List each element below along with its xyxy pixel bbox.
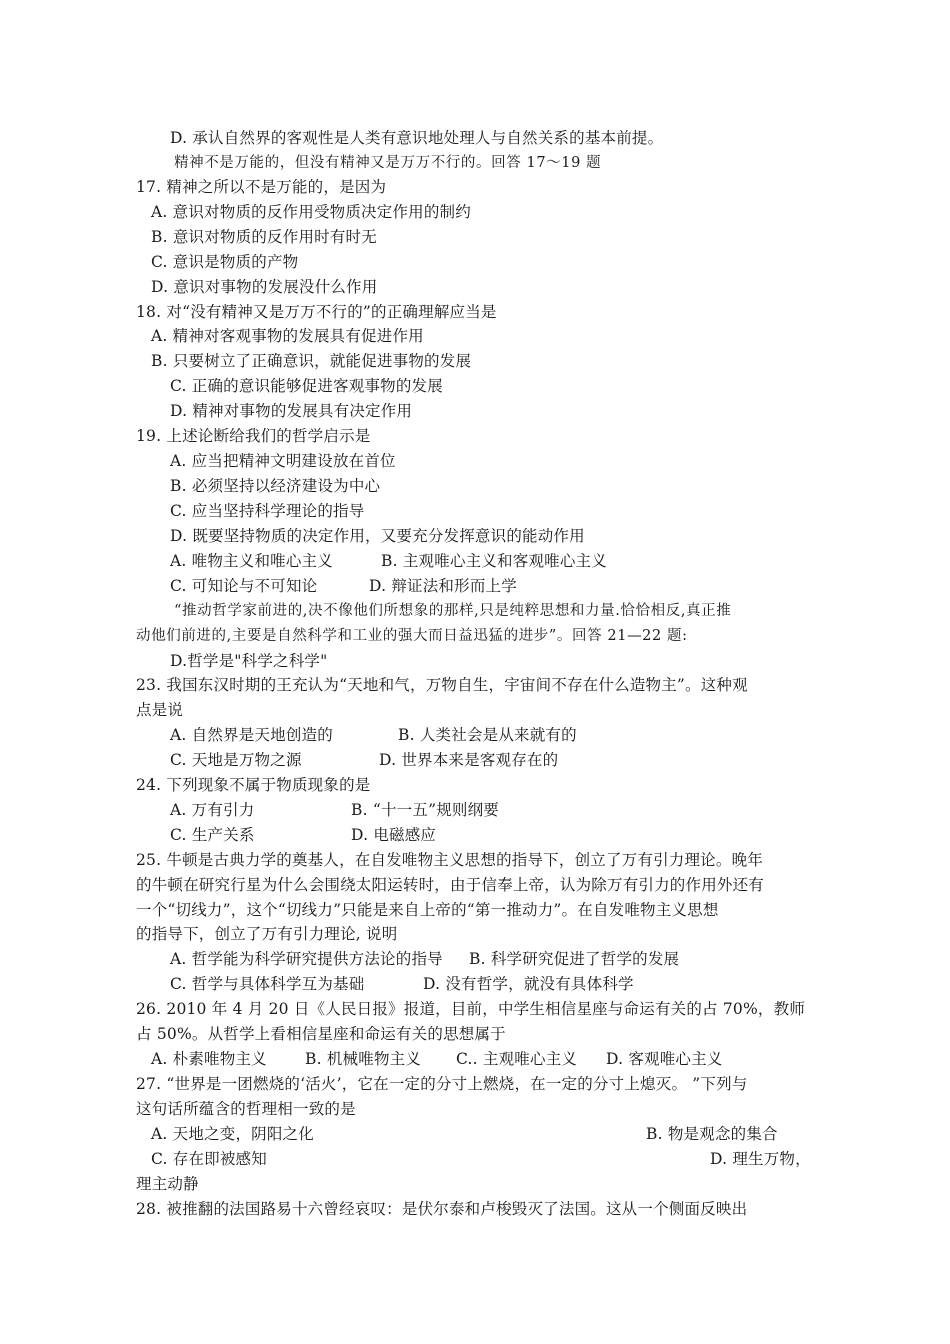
- option-19b: B. 必须坚持以经济建设为中心: [170, 477, 381, 495]
- option-20b: B. 主观唯心主义和客观唯心主义: [381, 552, 607, 570]
- option-25c: C. 哲学与具体科学互为基础: [170, 975, 365, 993]
- option-24d: D. 电磁感应: [351, 826, 437, 844]
- option-23b: B. 人类社会是从来就有的: [398, 726, 577, 744]
- option-20a: A. 唯物主义和唯心主义: [170, 552, 333, 570]
- option-23c: C. 天地是万物之源: [170, 751, 302, 769]
- option-27c: C. 存在即被感知: [151, 1150, 267, 1168]
- question-25-line4: 的指导下，创立了万有引力理论, 说明: [136, 925, 398, 943]
- question-26-line1: 26. 2010 年 4 月 20 日《人民日报》报道，目前，中学生相信星座与命运有关的占 70%，教师: [136, 1000, 806, 1018]
- option-27b: B. 物是观念的集合: [646, 1125, 778, 1143]
- question-27-line2: 这句话所蕴含的哲理相一致的是: [136, 1100, 356, 1118]
- passage-21-22-line2: 动他们前进的,主要是自然科学和工业的强大而日益迅猛的进步”。回答 21—22 题:: [136, 628, 688, 644]
- option-17a: A. 意识对物质的反作用受物质决定作用的制约: [151, 203, 471, 221]
- option-20c: C. 可知论与不可知论: [170, 577, 318, 595]
- option-24c: C. 生产关系: [170, 826, 255, 844]
- option-27a: A. 天地之变，阴阳之化: [151, 1125, 314, 1143]
- option-17c: C. 意识是物质的产物: [151, 253, 299, 271]
- option-18c: C. 正确的意识能够促进客观事物的发展: [170, 377, 443, 395]
- question-17: 17. 精神之所以不是万能的，是因为: [136, 178, 387, 196]
- option-26c: C.. 主观唯心主义: [456, 1050, 578, 1068]
- option-25a: A. 哲学能为科学研究提供方法论的指导: [170, 950, 443, 968]
- option-25b: B. 科学研究促进了哲学的发展: [469, 950, 680, 968]
- question-27-line1: 27. “世界是一团燃烧的‘活火’，它在一定的分寸上燃烧，在一定的分寸上熄灭。 ”下列与: [136, 1075, 748, 1093]
- option-16d: D. 承认自然界的客观性是人类有意识地处理人与自然关系的基本前提。: [170, 129, 664, 147]
- question-26-line2: 占 50%。从哲学上看相信星座和命运有关的思想属于: [136, 1025, 506, 1043]
- question-19: 19. 上述论断给我们的哲学启示是: [136, 427, 371, 445]
- option-20d: D. 辩证法和形而上学: [369, 577, 517, 595]
- question-25-line3: 一个“切线力”，这个“切线力”只能是来自上帝的“第一推动力”。在自发唯物主义思想: [136, 901, 719, 919]
- option-19c: C. 应当坚持科学理论的指导: [170, 502, 365, 520]
- option-19d: D. 既要坚持物质的决定作用，又要充分发挥意识的能动作用: [170, 527, 585, 545]
- question-28: 28. 被推翻的法国路易十六曾经哀叹：是伏尔泰和卢梭毁灭了法国。这从一个侧面反映出: [136, 1200, 748, 1218]
- option-25d: D. 没有哲学，就没有具体科学: [423, 975, 634, 993]
- question-23-line1: 23. 我国东汉时期的王充认为“天地和气，万物自生，宇宙间不存在什么造物主”。这种观: [136, 676, 748, 694]
- option-26a: A. 朴素唯物主义: [151, 1050, 267, 1068]
- option-18d: D. 精神对事物的发展具有决定作用: [170, 402, 413, 420]
- option-27d: D. 理生万物，: [710, 1150, 811, 1168]
- question-23-line2: 点是说: [136, 701, 184, 719]
- option-18a: A. 精神对客观事物的发展具有促进作用: [151, 327, 424, 345]
- question-25-line2: 的牛顿在研究行星为什么会围绕太阳运转时，由于信奉上帝，认为除万有引力的作用外还有: [136, 876, 765, 894]
- option-23a: A. 自然界是天地创造的: [170, 726, 333, 744]
- question-25-line1: 25. 牛顿是古典力学的奠基人，在自发唯物主义思想的指导下，创立了万有引力理论。晚年: [136, 851, 763, 869]
- passage-21-22-line1: “推动哲学家前进的,决不像他们所想象的那样,只是纯粹思想和力量.恰恰相反,真正推: [174, 603, 732, 619]
- option-27d-continued: 理主动静: [136, 1175, 199, 1193]
- option-17b: B. 意识对物质的反作用时有时无: [151, 228, 377, 246]
- option-23d: D. 世界本来是客观存在的: [379, 751, 559, 769]
- option-17d: D. 意识对事物的发展没什么作用: [151, 278, 378, 296]
- option-18b: B. 只要树立了正确意识，就能促进事物的发展: [151, 352, 472, 370]
- option-26b: B. 机械唯物主义: [305, 1050, 422, 1068]
- option-24b: B. “十一五”规则纲要: [351, 801, 499, 819]
- option-24a: A. 万有引力: [170, 801, 255, 819]
- option-22d: D.哲学是"科学之科学": [170, 652, 328, 670]
- passage-17-19: 精神不是万能的，但没有精神又是万万不行的。回答 17～19 题: [174, 155, 602, 171]
- option-26d: D. 客观唯心主义: [606, 1050, 723, 1068]
- question-18: 18. 对“没有精神又是万万不行的”的正确理解应当是: [136, 303, 497, 321]
- question-24: 24. 下列现象不属于物质现象的是: [136, 776, 371, 794]
- option-19a: A. 应当把精神文明建设放在首位: [170, 452, 396, 470]
